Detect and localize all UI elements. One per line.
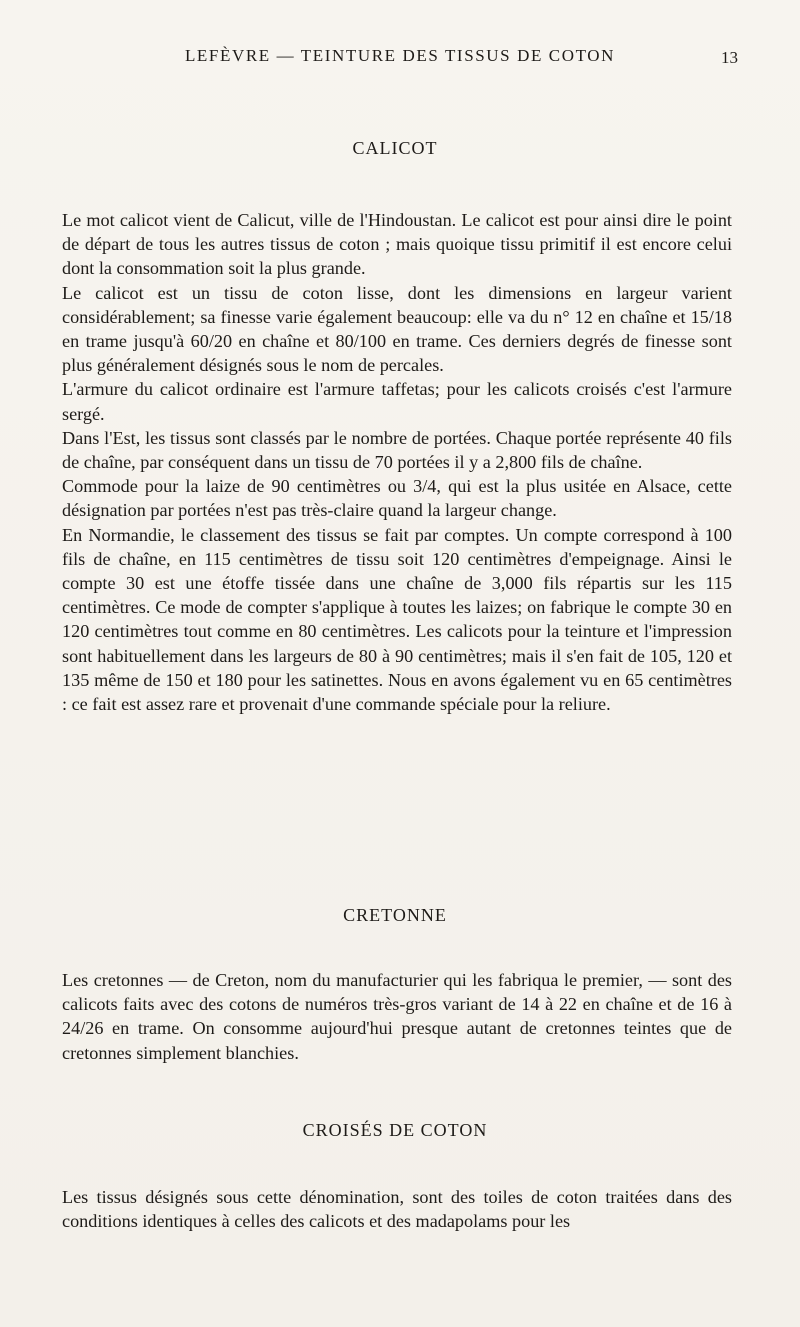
- paragraph: Commode pour la laize de 90 centimètres ou 3/4, qui est la plus usitée en Alsace, cette désignation par portées n'est pas très-claire quand la largeur change.: [62, 476, 732, 521]
- paragraph: Le mot calicot vient de Calicut, ville de l'Hindoustan. Le calicot est pour ainsi dire le point de départ de tous les autres tissus de coton ; mais quoique tissu primitif il est encore celui dont la consommation soit la plus grande.: [62, 210, 732, 279]
- section-body-cretonne: [62, 968, 732, 1065]
- paragraph: En Normandie, le classement des tissus se fait par comptes. Un compte correspond à 100 fils de chaîne, en 115 centimètres de tissu soit 120 centimètres d'empeignage. Ainsi le compte 30 est une étoffe tissée dans une chaîne de 3,000 fils répartis sur les 115 centimètres. Ce mode de compter s'applique à toutes les laizes; on fabrique le compte 30 en 120 centimètres tout comme en 80 centimètres. Les calicots pour la teinture et l'impression sont habituellement dans les largeurs de 80 à 90 centimètres; mais il s'en fait de 105, 120 et 135 même de 150 et 180 pour les satinettes. Nous en avons également vu en 65 centimètres : ce fait est assez rare et provenait d'une commande spéciale pour la reliure.: [62, 524, 732, 715]
- paragraph: Les cretonnes — de Creton, nom du manufacturier qui les fabriqua le premier, — sont des calicots faits avec des cotons de numéros très-gros variant de 14 à 22 en chaîne et de 16 à 24/26 en trame. On consomme aujourd'hui presque autant de cretonnes teintes que de cretonnes simplement blanchies.: [62, 970, 732, 1063]
- section-heading-croises: CROISÉS DE COTON: [302, 1120, 488, 1140]
- section-body-croises: [62, 1185, 732, 1233]
- page-number: 13: [721, 48, 738, 67]
- section-heading-cretonne: CRETONNE: [343, 905, 447, 925]
- section-body-calicot: [62, 208, 732, 716]
- paragraph: L'armure du calicot ordinaire est l'armure taffetas; pour les calicots croisés c'est l'armure sergé.: [62, 379, 732, 424]
- paragraph: Le calicot est un tissu de coton lisse, dont les dimensions en largeur varient considérablement; sa finesse varie également beaucoup: elle va du n° 12 en chaîne et 15/18 en trame jusqu'à 60/20 en chaîne et 80/100 en trame. Ces derniers degrés de finesse sont plus généralement désignés sous le nom de percales.: [62, 282, 732, 376]
- section-heading-calicot: CALICOT: [352, 138, 438, 158]
- paragraph: Dans l'Est, les tissus sont classés par le nombre de portées. Chaque portée représente 40 fils de chaîne, par conséquent dans un tissu de 70 portées il y a 2,800 fils de chaîne.: [62, 427, 732, 473]
- paragraph: Les tissus désignés sous cette dénomination, sont des toiles de coton traitées dans des conditions identiques à celles des calicots et des madapolams pour les: [62, 1187, 732, 1232]
- page-header: [0, 46, 800, 76]
- running-title: LEFÈVRE — TEINTURE DES TISSUS DE COTON: [184, 46, 616, 65]
